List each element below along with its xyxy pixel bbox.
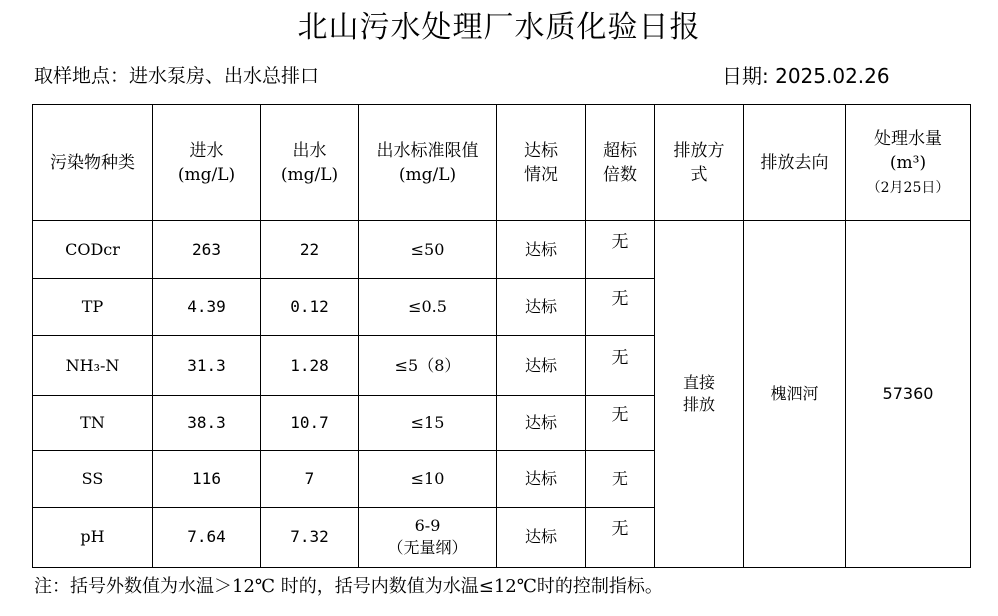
limit-value: ≤10	[359, 450, 497, 507]
exceed-multiplier: 无	[586, 450, 655, 507]
effluent-value: 7.32	[261, 507, 359, 567]
limit-value: ≤0.5	[359, 279, 497, 336]
limit-value: 6-9 （无量纲）	[359, 507, 497, 567]
limit-value: ≤50	[359, 221, 497, 279]
pollutant-name: TP	[33, 279, 153, 336]
pollutant-name: CODcr	[33, 221, 153, 279]
compliance-status: 达标	[497, 507, 586, 567]
report-date: 日期: 2025.02.26	[722, 64, 890, 88]
compliance-status: 达标	[497, 279, 586, 336]
discharge-destination: 槐泗河	[744, 221, 846, 568]
table-header-row	[33, 105, 971, 221]
pollutant-name: SS	[33, 450, 153, 507]
header-influent: 进水 (mg/L)	[153, 105, 261, 221]
header-discharge-method: 排放方 式	[655, 105, 744, 221]
influent-value: 31.3	[153, 336, 261, 396]
effluent-value: 22	[261, 221, 359, 279]
compliance-status: 达标	[497, 396, 586, 450]
pollutant-name: NH₃-N	[33, 336, 153, 396]
compliance-status: 达标	[497, 450, 586, 507]
footnote: 注：括号外数值为水温＞12℃ 时的，括号内数值为水温≤12℃时的控制指标。	[34, 576, 663, 597]
header-exceed: 超标 倍数	[586, 105, 655, 221]
effluent-value: 7	[261, 450, 359, 507]
header-compliance: 达标 情况	[497, 105, 586, 221]
effluent-value: 1.28	[261, 336, 359, 396]
pollutant-name: TN	[33, 396, 153, 450]
influent-value: 38.3	[153, 396, 261, 450]
exceed-multiplier: 无	[586, 336, 655, 396]
exceed-multiplier: 无	[586, 396, 655, 450]
limit-value: ≤5（8）	[359, 336, 497, 396]
pollutant-name: pH	[33, 507, 153, 567]
exceed-multiplier: 无	[586, 279, 655, 336]
report-title: 北山污水处理厂水质化验日报	[297, 10, 701, 45]
table-row	[33, 221, 971, 279]
compliance-status: 达标	[497, 336, 586, 396]
water-quality-table	[32, 104, 971, 568]
exceed-multiplier: 无	[586, 221, 655, 279]
header-effluent: 出水 (mg/L)	[261, 105, 359, 221]
discharge-method: 直接 排放	[655, 221, 744, 568]
header-limit: 出水标准限值 (mg/L)	[359, 105, 497, 221]
influent-value: 263	[153, 221, 261, 279]
header-pollutant: 污染物种类	[33, 105, 153, 221]
compliance-status: 达标	[497, 221, 586, 279]
exceed-multiplier: 无	[586, 507, 655, 567]
header-volume: 处理水量 (m³) （2月25日）	[846, 105, 971, 221]
effluent-value: 0.12	[261, 279, 359, 336]
sampling-location: 取样地点：进水泵房、出水总排口	[34, 65, 320, 87]
limit-value: ≤15	[359, 396, 497, 450]
influent-value: 7.64	[153, 507, 261, 567]
effluent-value: 10.7	[261, 396, 359, 450]
influent-value: 4.39	[153, 279, 261, 336]
header-discharge-dest: 排放去向	[744, 105, 846, 221]
treated-volume: 57360	[846, 221, 971, 568]
influent-value: 116	[153, 450, 261, 507]
